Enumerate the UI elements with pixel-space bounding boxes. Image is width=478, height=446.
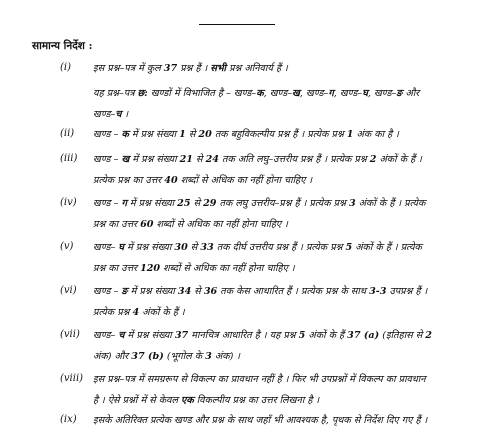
text-line: प्रत्येक प्रश्न का उत्तर 40 शब्दों से अधिक का नहीं होना चाहिए ।: [93, 175, 313, 186]
bold-term: ख: [121, 154, 130, 165]
bold-term: 30: [174, 242, 188, 253]
bold-term: क: [121, 129, 129, 140]
bold-term: 21: [179, 154, 193, 165]
item-text: [93, 83, 461, 125]
bold-term: 5: [345, 242, 353, 253]
bold-term: 2: [369, 154, 377, 165]
item-text: [93, 410, 461, 431]
item-number: (v): [60, 241, 74, 252]
bold-term: ङ: [121, 286, 128, 297]
bold-term: 120: [140, 263, 161, 274]
item-number: (iv): [60, 197, 77, 208]
bold-term: 24: [205, 154, 219, 165]
item-number: (ix): [60, 414, 77, 425]
bold-term: च: [115, 109, 122, 120]
bold-term: ग: [121, 198, 127, 209]
text-line: खण्ड– घ में प्रश्न संख्या 30 से 33 तक दीर्घ उत्तरीय प्रश्न हैं । प्रत्येक प्रश्न 5 अंकों के हैं । प्रत्येक: [93, 242, 422, 253]
text-line: खण्ड– च में प्रश्न संख्या 37 मानचित्र आधारित है । यह प्रश्न 5 अंकों के हैं 37 (a) (इतिहास से 2: [93, 330, 432, 341]
bold-term: 3: [348, 198, 356, 209]
item-text: [93, 58, 461, 79]
text-line: अंक) और 37 (b) (भूगोल के 3 अंक) ।: [93, 351, 241, 362]
text-line: प्रत्येक प्रश्न 4 अंकों के हैं ।: [93, 307, 185, 318]
bold-term: 37: [163, 63, 178, 74]
item-text: [93, 193, 461, 235]
instructions-heading: सामान्य निर्देश :: [32, 40, 93, 52]
bold-term: 36: [203, 286, 218, 297]
text-line: खण्ड – क में प्रश्न संख्या 1 से 20 तक बहुविकल्पीय प्रश्न हैं । प्रत्येक प्रश्न 1 अंक का है ।: [93, 129, 399, 140]
bold-term: 60: [140, 219, 154, 230]
bold-term: क: [256, 88, 264, 99]
bold-term: 3: [205, 351, 212, 362]
bold-term: छ:: [137, 88, 148, 99]
item-text: [93, 325, 461, 367]
item-text: [93, 369, 461, 411]
item-number: (i): [60, 62, 72, 73]
bold-term: 33: [200, 242, 214, 253]
bold-term: च: [118, 330, 125, 341]
item-number: (ii): [60, 128, 75, 139]
bold-term: ख: [292, 88, 300, 99]
item-number: (iii): [60, 153, 78, 164]
bold-term: 37 (b): [131, 351, 164, 362]
item-text: [93, 149, 461, 191]
text-line: खण्ड – ङ में प्रश्न संख्या 34 से 36 तक केस आधारित हैं । प्रत्येक प्रश्न के साथ 3-3 उपप्रश्न हैं ।: [93, 286, 428, 297]
bold-term: एक: [181, 395, 194, 406]
bold-term: 37: [174, 330, 189, 341]
bold-term: 25: [177, 198, 191, 209]
bold-term: ङ: [396, 88, 403, 99]
text-line: इसके अतिरिक्त प्रत्येक खण्ड और प्रश्न के साथ जहाँ भी आवश्यक है, पृथक से निर्देश दिए गए हैं ।: [93, 415, 428, 426]
bold-term: ग: [328, 88, 334, 99]
text-line: प्रश्न का उत्तर 60 शब्दों से अधिक का नहीं होना चाहिए ।: [93, 219, 288, 230]
bold-term: 40: [164, 175, 178, 186]
bold-term: 5: [298, 330, 306, 341]
text-line: इस प्रश्न–पत्र में समग्ररूप से विकल्प का प्रावधान नहीं है । फिर भी उपप्रश्नों में विकल्प का प्रावधान: [93, 374, 426, 385]
bold-term: 34: [177, 286, 192, 297]
bold-term: 37 (a): [347, 330, 380, 341]
bold-term: 4: [132, 307, 140, 318]
bold-term: सभी: [210, 63, 227, 74]
item-number: (viii): [60, 373, 84, 384]
text-line: इस प्रश्न–पत्र में कुल 37 प्रश्न हैं । सभी प्रश्न अनिवार्य हैं ।: [93, 63, 288, 74]
text-line: खण्ड–च ।: [93, 109, 129, 120]
item-text: [93, 237, 461, 279]
bold-term: 20: [198, 129, 212, 140]
text-line: है । ऐसे प्रश्नों में से केवल एक विकल्पीय प्रश्न का उत्तर लिखना है ।: [93, 395, 320, 406]
text-line: खण्ड – ग में प्रश्न संख्या 25 से 29 तक लघु उत्तरीय–प्रश्न हैं । प्रत्येक प्रश्न 3 अंकों के हैं । प्रत्येक: [93, 198, 426, 209]
item-text: [93, 124, 461, 145]
bold-term: 3-3: [369, 286, 387, 297]
bold-term: 1: [346, 129, 354, 140]
bold-term: 1: [179, 129, 186, 140]
bold-term: घ: [362, 88, 368, 99]
text-line: खण्ड – ख में प्रश्न संख्या 21 से 24 तक अति लघु–उत्तरीय प्रश्न हैं । प्रत्येक प्रश्न 2 अंकों के हैं ।: [93, 154, 422, 165]
bold-term: 2: [425, 330, 432, 341]
top-rule: [199, 24, 275, 25]
bold-term: घ: [118, 242, 125, 253]
text-line: यह प्रश्न–पत्र छ: खण्डों में विभाजित है – खण्ड–क, खण्ड–ख, खण्ड–ग, खण्ड–घ, खण्ड–ङ और: [93, 88, 420, 99]
item-number: (vii): [60, 329, 80, 340]
item-text: [93, 281, 461, 323]
item-number: (vi): [60, 285, 77, 296]
text-line: प्रश्न का उत्तर 120 शब्दों से अधिक का नहीं होना चाहिए ।: [93, 263, 295, 274]
bold-term: 29: [203, 198, 217, 209]
